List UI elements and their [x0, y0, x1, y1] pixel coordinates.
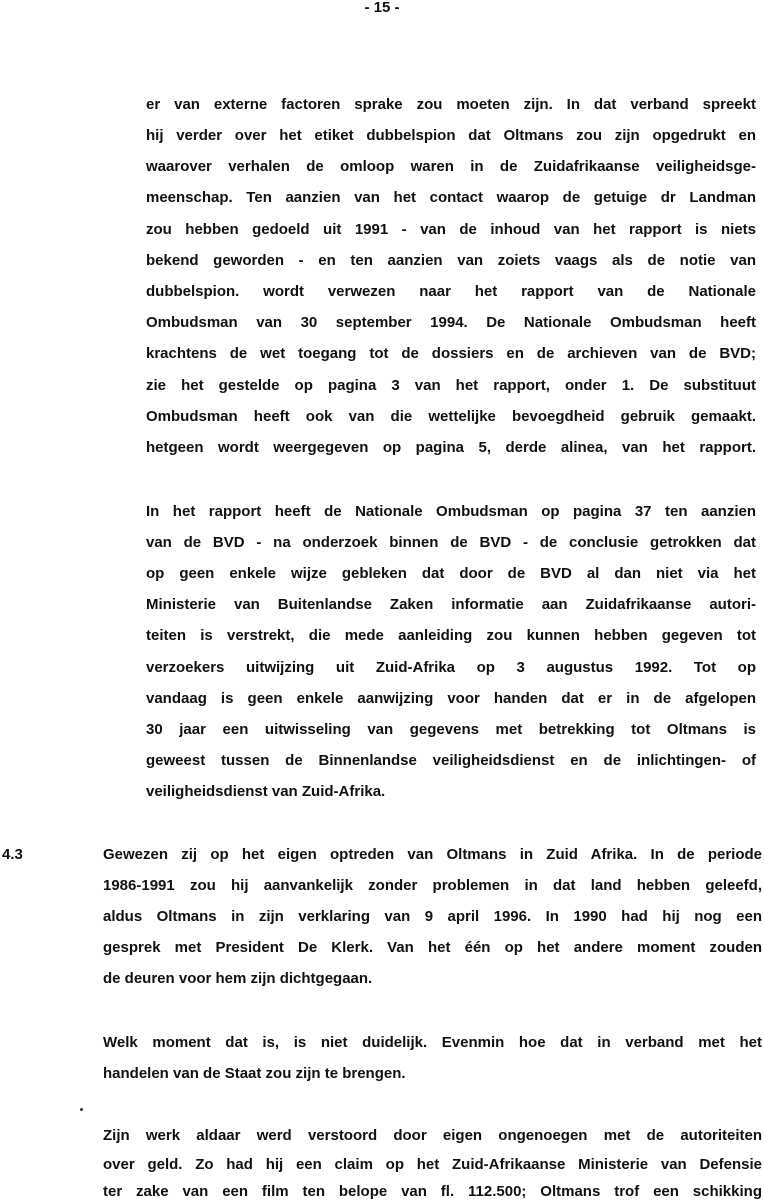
text-line: gesprek met President De Klerk. Van het één op het andere moment zouden [103, 939, 762, 956]
text-line: van de BVD - na onderzoek binnen de BVD - de conclusie getrokken dat [146, 534, 756, 551]
page-number: - 15 - [364, 0, 400, 16]
text-line: er van externe factoren sprake zou moeten zijn. In dat verband spreekt [146, 96, 756, 113]
text-line: de deuren voor hem zijn dichtgegaan. [103, 970, 373, 987]
text-line: hetgeen wordt weergegeven op pagina 5, derde alinea, van het rapport. [146, 439, 756, 456]
text-line: meenschap. Ten aanzien van het contact waarop de getuige dr Landman [146, 189, 756, 206]
text-line: 1986-1991 zou hij aanvankelijk zonder problemen in dat land hebben geleefd, [103, 877, 762, 894]
text-line: geweest tussen de Binnenlandse veiligheidsdienst en de inlichtingen- of [146, 752, 756, 769]
scan-speck [80, 1108, 83, 1111]
text-line: Gewezen zij op het eigen optreden van Oltmans in Zuid Afrika. In de periode [103, 846, 762, 863]
text-line: Ombudsman van 30 september 1994. De Nationale Ombudsman heeft [146, 314, 756, 331]
text-line: Ministerie van Buitenlandse Zaken informatie aan Zuidafrikaanse autori- [146, 596, 756, 613]
text-line: In het rapport heeft de Nationale Ombudsman op pagina 37 ten aanzien [146, 503, 756, 520]
text-line: Zijn werk aldaar werd verstoord door eigen ongenoegen met de autoriteiten [103, 1127, 762, 1144]
section-number: 4.3 [2, 846, 23, 863]
text-line: handelen van de Staat zou zijn te brengen. [103, 1065, 406, 1082]
text-line: waarover verhalen de omloop waren in de Zuidafrikaanse veiligheidsge- [146, 158, 756, 175]
text-line: zie het gestelde op pagina 3 van het rapport, onder 1. De substituut [146, 377, 756, 394]
text-line: over geld. Zo had hij een claim op het Zuid-Afrikaanse Ministerie van Defensie [103, 1156, 762, 1173]
text-line: teiten is verstrekt, die mede aanleiding zou kunnen hebben gegeven tot [146, 627, 756, 644]
text-line: aldus Oltmans in zijn verklaring van 9 april 1996. In 1990 had hij nog een [103, 908, 762, 925]
text-line: dubbelspion. wordt verwezen naar het rapport van de Nationale [146, 283, 756, 300]
text-line: hij verder over het etiket dubbelspion dat Oltmans zou zijn opgedrukt en [146, 127, 756, 144]
text-line: Ombudsman heeft ook van die wettelijke bevoegdheid gebruik gemaakt. [146, 408, 756, 425]
text-line: op geen enkele wijze gebleken dat door de BVD al dan niet via het [146, 565, 756, 582]
text-line: verzoekers uitwijzing uit Zuid-Afrika op 3 augustus 1992. Tot op [146, 659, 756, 676]
text-line: 30 jaar een uitwisseling van gegevens met betrekking tot Oltmans is [146, 721, 756, 738]
text-line: ter zake van een film ten belope van fl. 112.500; Oltmans trof een schikking [103, 1183, 762, 1200]
text-line: krachtens de wet toegang tot de dossiers en de archieven van de BVD; [146, 345, 756, 362]
text-line: Welk moment dat is, is niet duidelijk. Evenmin hoe dat in verband met het [103, 1034, 762, 1051]
text-line: vandaag is geen enkele aanwijzing voor handen dat er in de afgelopen [146, 690, 756, 707]
text-line: bekend geworden - en ten aanzien van zoiets vaags als de notie van [146, 252, 756, 269]
text-line: veiligheidsdienst van Zuid-Afrika. [146, 783, 386, 800]
text-line: zou hebben gedoeld uit 1991 - van de inhoud van het rapport is niets [146, 221, 756, 238]
